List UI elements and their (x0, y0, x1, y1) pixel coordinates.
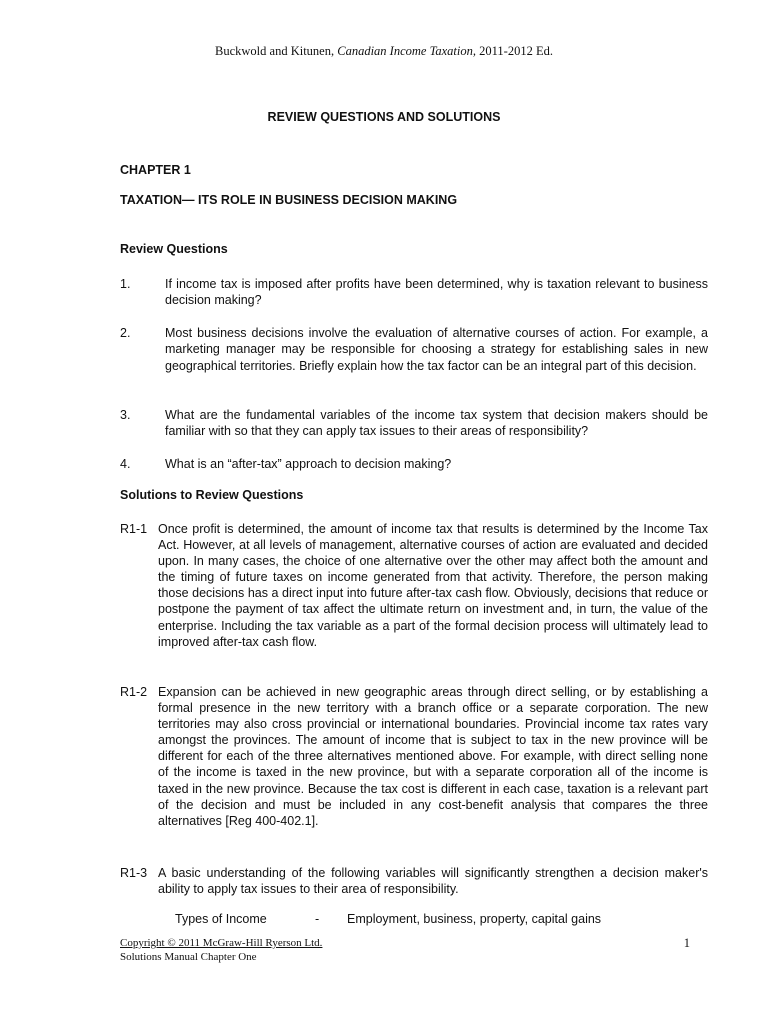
solution-number: R1-1 (120, 522, 148, 536)
solution-item (120, 865, 708, 897)
manual-name: Solutions Manual Chapter One (120, 951, 257, 963)
income-type-row (175, 912, 601, 926)
page-title: REVIEW QUESTIONS AND SOLUTIONS (267, 110, 501, 124)
question-number: 3. (120, 408, 131, 422)
running-header (0, 44, 768, 59)
question-number: 1. (120, 277, 131, 291)
review-question (120, 325, 708, 374)
question-number: 2. (120, 326, 131, 340)
solution-text: Once profit is determined, the amount of income tax that results is determined by the Income Tax Act. However, at all levels of management, alternative courses of action are evaluated and decided upon. In many cases, the choice of one alternative over the other may affect both the amount and the timing of future taxes on income generated from that activity. Therefore, the person making those decisions has a direct input into future after-tax cash flow. Obviously, decisions that reduce or postpone the payment of tax affect the ultimate return on investment and, in turn, the value of the enterprise. Including the tax variable as a part of the formal decision process will ultimately lead to improved after-tax cash flow. (158, 522, 708, 649)
solution-text: Expansion can be achieved in new geographic areas through direct selling, or by establishing a formal presence in the new territory with a branch office or a separate corporation. The new territories may also cross provincial or international boundaries. Provincial income tax rates vary amongst the provinces. The amount of income that is subject to tax in the new province will be different for each of the three alternatives mentioned above. For example, with direct selling none of the income is taxed in the new province, but with a separate corporation all of the income is taxed in the new province. Because the tax cost is different in each case, taxation is a relevant part of the decision and must be included in any cost-benefit analysis that compares the three alternatives [Reg 400-402.1]. (158, 685, 708, 828)
question-number: 4. (120, 457, 131, 471)
solution-number: R1-3 (120, 866, 148, 880)
header-book-title: Canadian Income Taxation, (337, 44, 477, 58)
income-type-value: Employment, business, property, capital gains (347, 912, 602, 926)
question-text: If income tax is imposed after profits have been determined, why is taxation relevant to business decision making? (165, 277, 708, 308)
solution-item (120, 521, 708, 650)
header-edition: 2011-2012 Ed. (476, 44, 553, 58)
question-text: What are the fundamental variables of the income tax system that decision makers should be familiar with so that they can apply tax issues to their areas of responsibility? (165, 408, 708, 439)
solution-item (120, 684, 708, 829)
income-type-label: Types of Income (175, 912, 267, 926)
review-question (120, 407, 708, 440)
header-authors: Buckwold and Kitunen, (215, 44, 338, 58)
solution-number: R1-2 (120, 685, 148, 699)
question-text: Most business decisions involve the evaluation of alternative courses of action. For example, a marketing manager may be responsible for choosing a strategy for establishing sales in new geographical territories. Briefly explain how the tax factor can be an integral part of this decision. (165, 326, 708, 373)
solutions-heading: Solutions to Review Questions (120, 488, 304, 502)
review-question (120, 276, 708, 309)
solution-text: A basic understanding of the following variables will significantly strengthen a decision maker's ability to apply tax issues to their area of responsibility. (158, 866, 708, 897)
page-number: 1 (683, 936, 690, 950)
chapter-number: CHAPTER 1 (120, 163, 191, 177)
question-text: What is an “after-tax” approach to decision making? (165, 457, 452, 471)
page-footer (120, 936, 708, 964)
review-question (120, 456, 708, 472)
chapter-title: TAXATION— ITS ROLE IN BUSINESS DECISION MAKING (120, 193, 458, 207)
review-questions-heading: Review Questions (120, 242, 228, 256)
copyright-notice: Copyright © 2011 McGraw-Hill Ryerson Ltd. (120, 937, 323, 949)
income-type-dash: - (315, 912, 320, 926)
